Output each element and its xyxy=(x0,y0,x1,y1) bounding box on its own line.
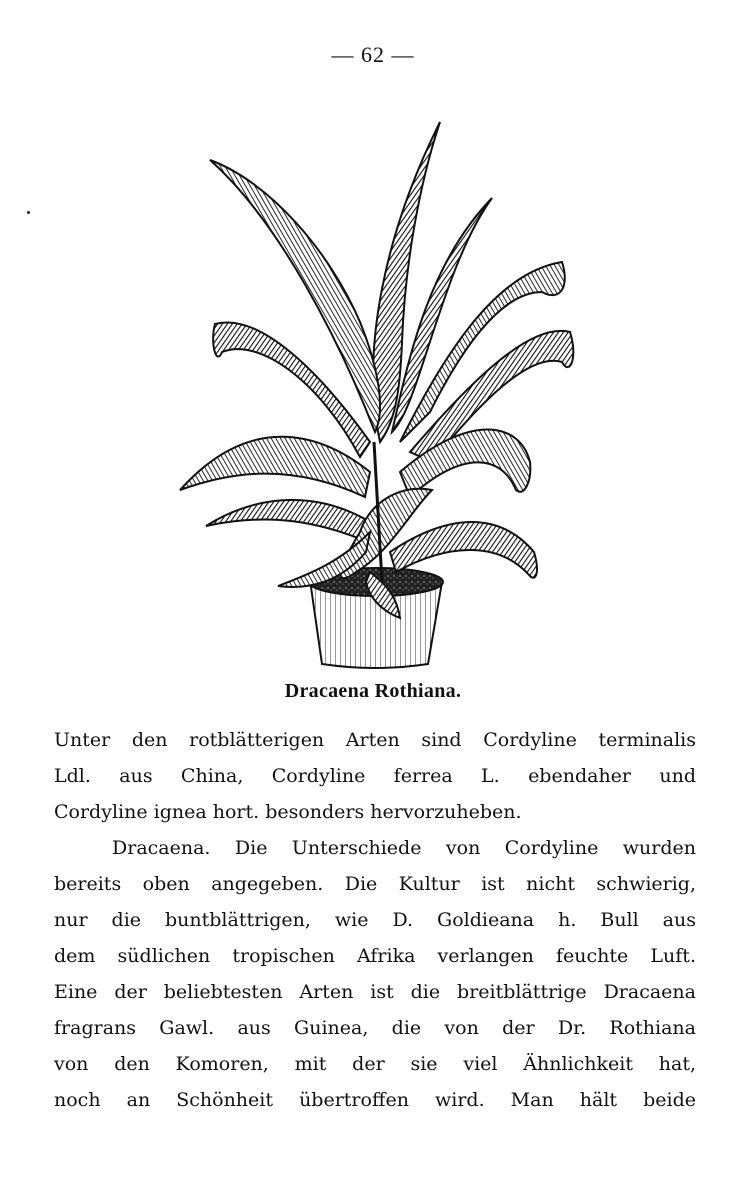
dracaena-plant-illustration xyxy=(170,112,590,670)
text-line: Cordyline ignea hort. besonders hervorzuheben. xyxy=(54,801,522,823)
text-line: Eine der beliebtesten Arten ist die breitblättrige Dracaena xyxy=(54,981,696,1003)
text-line: dem südlichen tropischen Afrika verlangen feuchte Luft. xyxy=(54,945,696,967)
text-line: fragrans Gawl. aus Guinea, die von der Dr. Rothiana xyxy=(54,1017,696,1039)
stray-ink-dot xyxy=(27,211,30,214)
page-number: — 62 — xyxy=(331,42,415,67)
text-line: Unter den rotblätterigen Arten sind Cordyline terminalis xyxy=(54,729,696,751)
text-line: noch an Schönheit übertroffen wird. Man hält beide xyxy=(54,1089,696,1111)
plant-leaves xyxy=(180,122,573,618)
body-text xyxy=(54,722,696,1118)
text-line: bereits oben angegeben. Die Kultur ist nicht schwierig, xyxy=(54,873,696,895)
text-line: Ldl. aus China, Cordyline ferrea L. ebendaher und xyxy=(54,765,696,787)
text-line: nur die buntblättrigen, wie D. Goldieana h. Bull aus xyxy=(54,909,696,931)
text-line: von den Komoren, mit der sie viel Ähnlichkeit hat, xyxy=(54,1053,696,1075)
figure-caption: Dracaena Rothiana. xyxy=(284,680,462,702)
text-line: Dracaena. Die Unterschiede von Cordyline wurden xyxy=(112,837,696,859)
